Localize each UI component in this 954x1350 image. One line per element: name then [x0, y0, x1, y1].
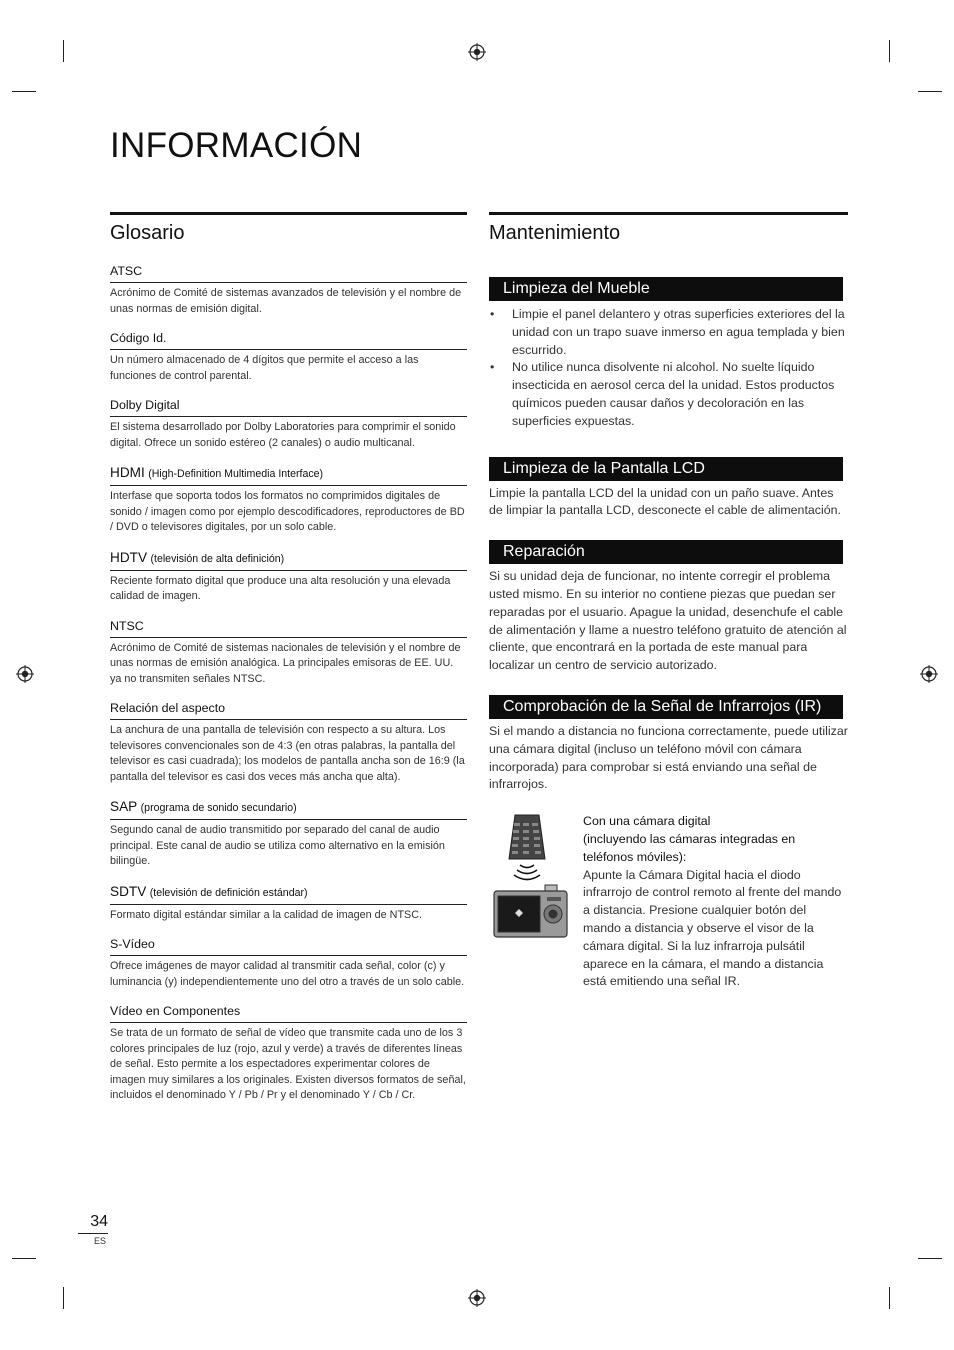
page-number: 34 [90, 1213, 108, 1230]
glossary-term-title [110, 398, 467, 417]
glossary-term [110, 465, 467, 536]
glossary-term-definition: Acrónimo de Comité de sistemas nacionales de televisión y el nombre de unas normas de emisión analógica. La principales emisoras de EE. UU. ya no transmiten señales NTSC. [110, 641, 461, 685]
cabinet-cleaning-heading: Limpieza del Mueble [489, 277, 843, 301]
list-item: • No utilice nunca disolvente ni alcohol. No suelte líquido insecticida en aerosol cerca del la unidad. Estos productos químicos pueden causar daños y decoloración en las superficies expuestas. [489, 359, 848, 430]
crop-mark [918, 91, 942, 92]
registration-mark-icon [16, 665, 34, 683]
glossary-term-definition: Ofrece imágenes de mayor calidad al transmitir cada señal, color (c) y luminancia (y) independientemente uno del otro a través de un solo cable. [110, 960, 465, 988]
glossary-term-name: Dolby Digital [110, 398, 180, 412]
glossary-list [110, 264, 467, 1104]
glossary-term-definition: El sistema desarrollado por Dolby Laboratories para comprimir el sonido digital. Ofrece un sonido estéreo (2 canales) o audio multicanal. [110, 421, 456, 449]
glossary-term-definition: Un número almacenado de 4 dígitos que permite el acceso a las funciones de control parental. [110, 354, 419, 382]
glossary-term [110, 701, 467, 785]
remote-and-camera-icon [493, 813, 569, 938]
camera-check-body: Apunte la Cámara Digital hacia el diodo infrarrojo de control remoto al frente del mando a distancia. Presione cualquier botón del mando a distancia y observe el visor de la cámara digital. Si la luz infrarroja pulsátil aparece en la cámara, el mando a distancia está emitiendo una señal IR. [583, 867, 842, 989]
page-language: ES [94, 1236, 107, 1246]
camera-check-block [489, 813, 848, 998]
glossary-term-definition: Acrónimo de Comité de sistemas avanzados de televisión y el nombre de unas normas de emisión digital. [110, 287, 462, 315]
lcd-cleaning-heading: Limpieza de la Pantalla LCD [489, 457, 843, 481]
glossary-term-title [110, 264, 467, 283]
glossary-heading: Glosario [110, 212, 467, 250]
glossary-term-name: S-Vídeo [110, 937, 155, 951]
glossary-term-title [110, 884, 467, 905]
maintenance-heading: Mantenimiento [489, 212, 848, 250]
glossary-section [110, 212, 467, 1104]
glossary-term-name: HDTV [110, 549, 148, 565]
cabinet-cleaning-list [489, 306, 848, 431]
lcd-cleaning-text: Limpie la pantalla LCD del la unidad con un paño suave. Antes de limpiar la pantalla LCD, desconecte el cable de alimentación. [489, 485, 841, 518]
registration-mark-icon [920, 665, 938, 683]
page-title: INFORMACIÓN [110, 126, 363, 165]
glossary-term-title [110, 465, 467, 486]
glossary-term [110, 619, 467, 688]
repair-text: Si su unidad deja de funcionar, no intente corregir el problema usted mismo. En su interior no contiene piezas que puedan ser reparadas por el usuario. Apague la unidad, desenchufe el cable de alimentación y llame a nuestro teléfono gratuito de atención al cliente, que encontrará en la portada de este manual para localizar un centro de servicio autorizado. [489, 569, 847, 673]
crop-mark [63, 40, 64, 62]
glossary-term [110, 550, 467, 605]
crop-mark [889, 40, 890, 62]
page-number-rule [78, 1233, 108, 1234]
glossary-term-name: ATSC [110, 264, 143, 278]
glossary-term-expansion: (televisión de alta definición) [150, 552, 285, 565]
glossary-term-name: SAP [110, 799, 138, 814]
glossary-term-title [110, 331, 467, 350]
lcd-cleaning [489, 457, 848, 521]
crop-mark [889, 1287, 890, 1309]
glossary-term-title [110, 799, 467, 820]
glossary-term-title [110, 701, 467, 720]
glossary-term [110, 1004, 467, 1104]
glossary-term [110, 331, 467, 384]
glossary-term-name: HDMI [110, 465, 145, 480]
glossary-term-name: Código Id. [110, 331, 167, 345]
glossary-term [110, 398, 467, 451]
glossary-term-definition: Segundo canal de audio transmitido por separado del canal de audio principal. Este canal de audio se utiliza como alternativo en la emisión bilingüe. [110, 824, 445, 867]
glossary-term-name: NTSC [110, 618, 144, 633]
ir-check-text: Si el mando a distancia no funciona correctamente, puede utilizar una cámara digital (incluso un teléfono móvil con cámara incorporada) para comprobar si está enviando una señal de infrarrojos. [489, 723, 848, 792]
camera-check-title: Con una cámara digital [583, 814, 711, 829]
glossary-term [110, 937, 467, 990]
glossary-term-expansion: (programa de sonido secundario) [140, 802, 297, 814]
glossary-term-name: Vídeo en Componentes [110, 1004, 241, 1018]
ir-check [489, 695, 848, 998]
glossary-term-definition: Formato digital estándar similar a la calidad de imagen de NTSC. [110, 908, 423, 921]
crop-mark [918, 1258, 942, 1259]
glossary-term [110, 884, 467, 924]
ir-check-heading: Comprobación de la Señal de Infrarrojos (IR) [489, 695, 843, 719]
list-item: • Limpie el panel delantero y otras superficies exteriores del la unidad con un trapo suave inmerso en agua templada y bien escurrido. [489, 306, 848, 359]
glossary-term-expansion: (High-Definition Multimedia Interface) [148, 468, 324, 480]
glossary-term-title [110, 619, 467, 638]
glossary-term-name: SDTV [110, 883, 147, 899]
glossary-term-expansion: (televisión de definición estándar) [149, 886, 308, 899]
cabinet-cleaning [489, 277, 848, 431]
glossary-term-title [110, 550, 467, 571]
glossary-term-title [110, 937, 467, 956]
repair [489, 540, 848, 675]
glossary-term-title [110, 1004, 467, 1023]
crop-mark [63, 1287, 64, 1309]
crop-mark [12, 91, 36, 92]
maintenance-section [489, 212, 848, 998]
glossary-term [110, 799, 467, 870]
glossary-term-name: Relación del aspecto [110, 701, 226, 715]
glossary-term-definition: La anchura de una pantalla de televisión con respecto a su altura. Los televisores convencionales son de 4:3 (en otras palabras, la pantalla del televisor es casi cuadrada); los modelos de pantalla ancha son de 16:9 (la pantalla del televisor es casi dos veces más ancha que alta). [110, 724, 465, 783]
glossary-term [110, 264, 467, 317]
glossary-term-definition: Interfase que soporta todos los formatos no comprimidos digitales de sonido / imagen como por ejemplo descodificadores, reproductores de BD / DVD o televisores digitales, por un solo cable. [110, 490, 465, 533]
repair-heading: Reparación [489, 540, 843, 564]
glossary-term-definition: Se trata de un formato de señal de vídeo que transmite cada uno de los 3 colores principales de luz (rojo, azul y verde) a través de diferentes líneas de señal. Esto permite a los espectadores experimentar colores de imagen muy similares a los originales. Existen diversos formatos de señal, incluidos el denominado Y / Pb / Pr y el denominado Y / Cb / Cr. [110, 1027, 466, 1101]
crop-mark [12, 1258, 36, 1259]
camera-check-subtitle: (incluyendo las cámaras integradas en teléfonos móviles): [583, 831, 796, 864]
registration-mark-icon [468, 43, 486, 61]
camera-check-text [583, 813, 845, 991]
glossary-term-definition: Reciente formato digital que produce una alta resolución y una elevada calidad de imagen. [110, 574, 451, 602]
registration-mark-icon [468, 1289, 486, 1307]
